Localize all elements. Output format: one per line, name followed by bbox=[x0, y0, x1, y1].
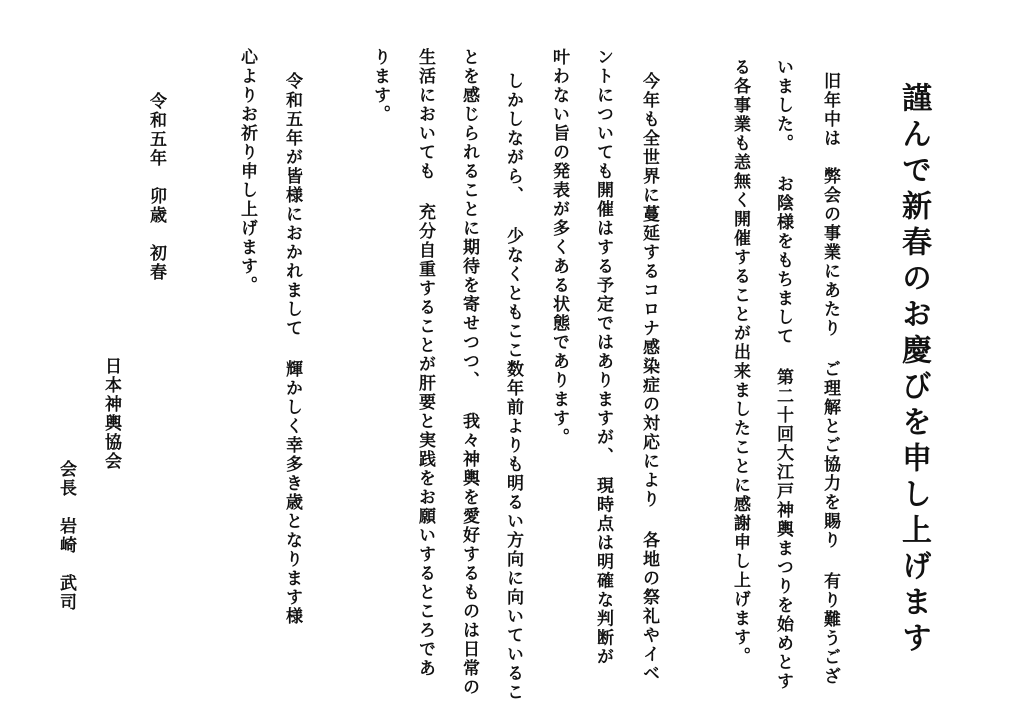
body-line-8: とを感じられることに期待を寄せつつ、 我々神輿を愛好するものは日常の bbox=[459, 48, 479, 697]
body-line-2: いました。 お陰様をもちまして 第二十回大江戸神輿まつりを始めとす bbox=[773, 58, 793, 691]
body-line-10: ります。 bbox=[370, 48, 390, 124]
letter-title: 謹んで新春のお慶びを申し上げます bbox=[896, 82, 931, 658]
body-line-11: 令和五年が皆様におかれまして 輝かしく幸多き歳となります様 bbox=[282, 72, 302, 626]
signatory-name: 会長 岩崎 武司 bbox=[56, 460, 76, 612]
letter-date: 令和五年 卯歳 初春 bbox=[146, 92, 166, 282]
body-line-12: 心よりお祈り申し上げます。 bbox=[237, 48, 257, 295]
body-line-3: る各事業も恙無く開催することが出来ましたことに感謝申し上げます。 bbox=[730, 58, 750, 666]
body-line-1: 旧年中は 弊会の事業にあたり ご理解とご協力を賜り 有り難うござ bbox=[820, 72, 840, 686]
body-line-4: 今年も全世界に蔓延するコロナ感染症の対応により 各地の祭礼やイベ bbox=[639, 72, 659, 683]
organization-name: 日本神輿協会 bbox=[101, 357, 121, 471]
body-line-7: しかしながら、 少なくともここ数年前よりも明るい方向に向いているこ bbox=[503, 72, 523, 702]
body-line-5: ントについても開催はする予定ではありますが、 現時点は明確な判断が bbox=[593, 48, 613, 667]
body-line-9: 生活においても 充分自重することが肝要と実践をお願いするところであ bbox=[415, 48, 435, 678]
body-line-6: 叶わない旨の発表が多くある状態であります。 bbox=[549, 48, 569, 447]
